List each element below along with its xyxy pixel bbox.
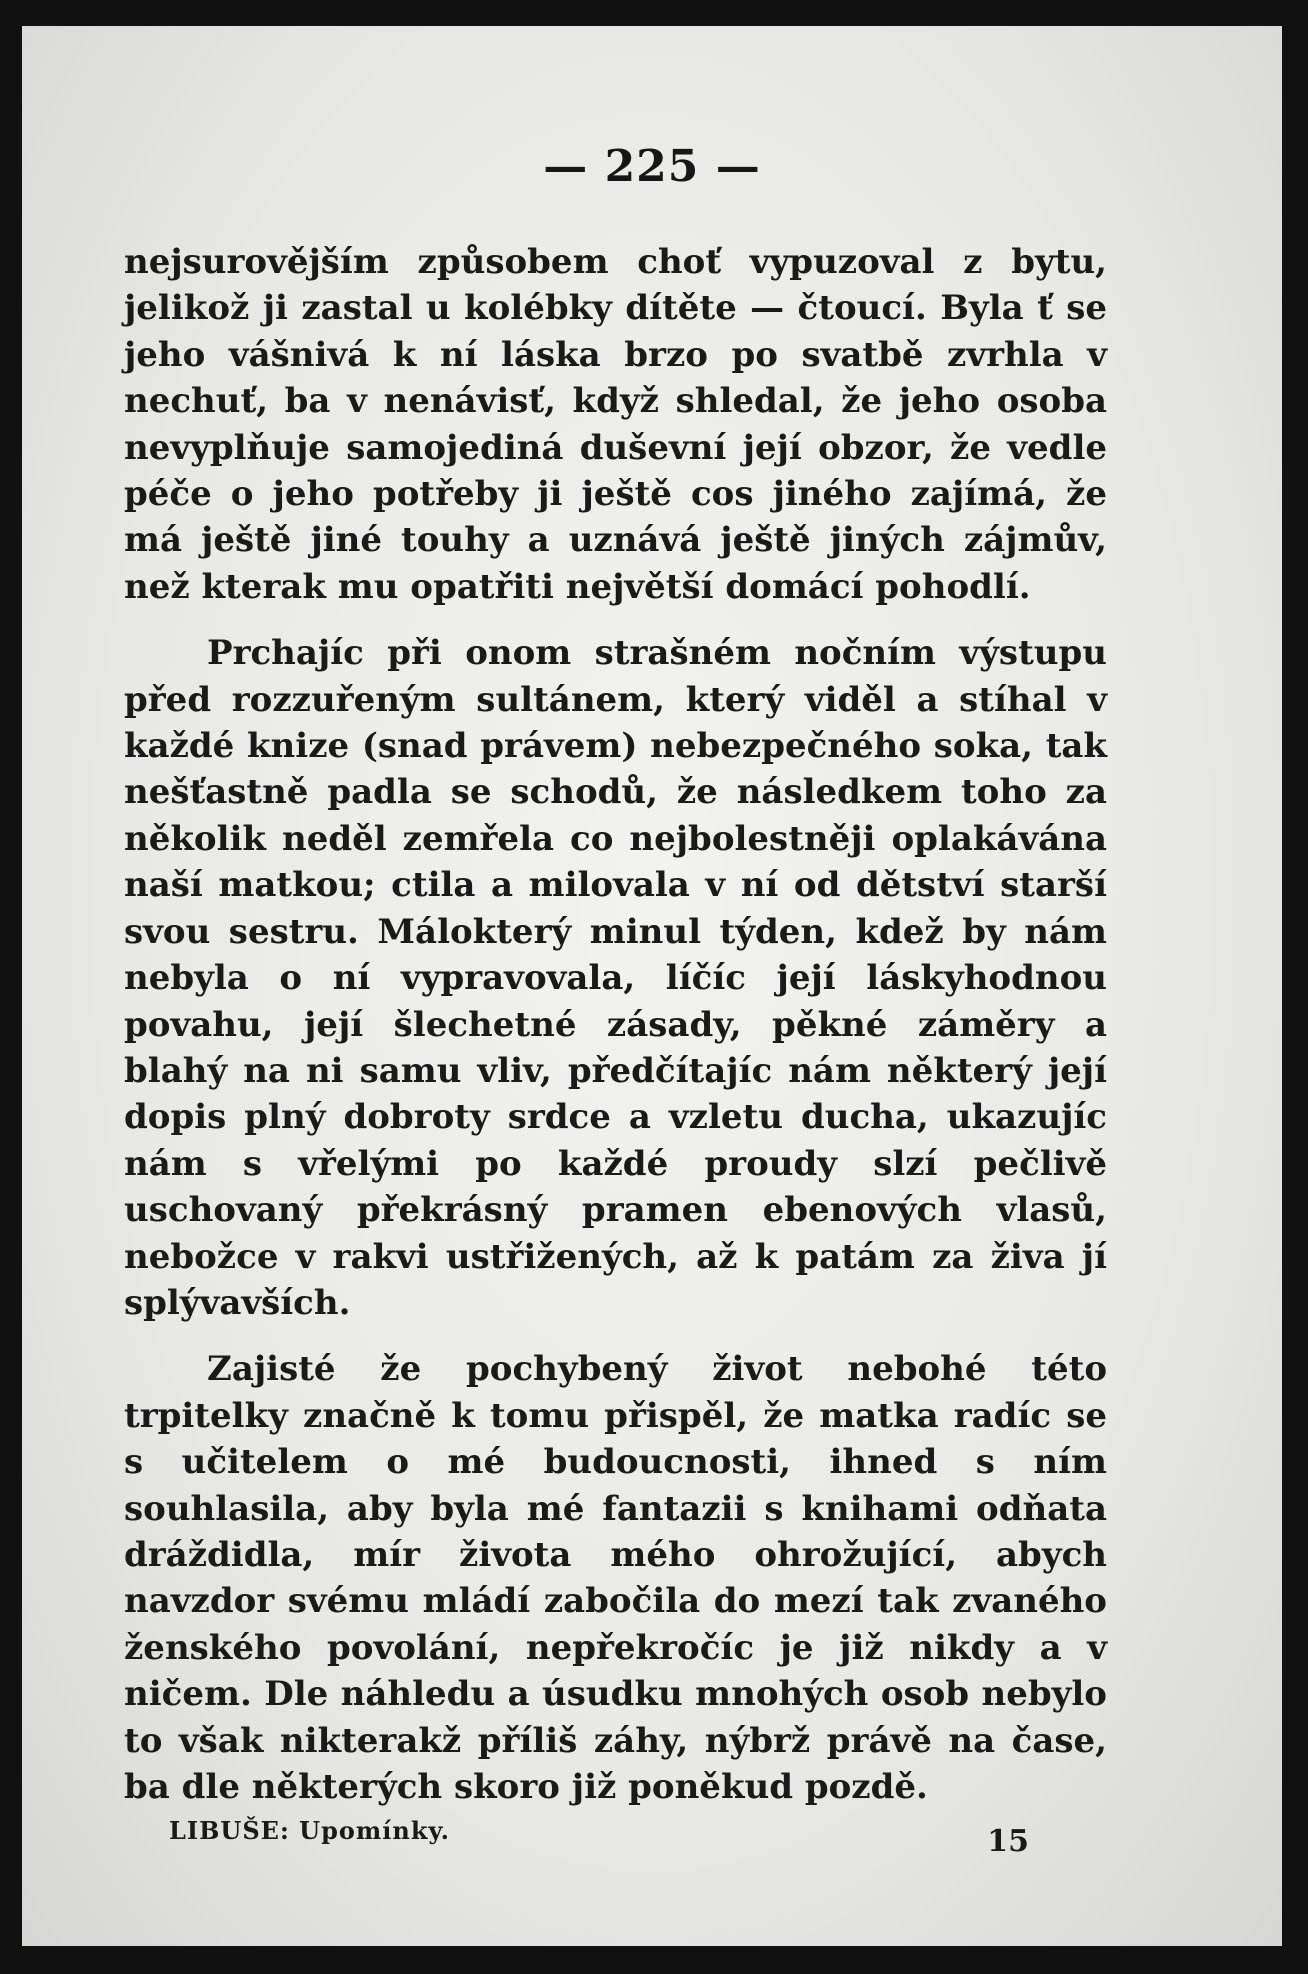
page-number: — 225 — — [543, 141, 761, 192]
paragraph-2: Prchajíc při onom strašném nočním výstupu před rozzuřeným sultánem, který viděl a stíhal v každé knize (snad právem) nebezpečného soka, tak nešťastně padla se schodů, že následkem toho za několik neděl zemřela co nejbolestněji oplakávána naší matkou; ctila a milovala v ní od dětství starší svou sestru. Málokterý minul týden, kdež by nám nebyla o ní vypravovala, líčíc její láskyhodnou povahu, její šlechetné zásady, pěkné záměry a blahý na ni samu vliv, předčítajíc nám některý její dopis plný dobroty srdce a vzletu ducha, ukazujíc nám s vřelými po každé proudy slzí pečlivě uschovaný překrásný pramen ebenových vlasů, nebožce v rakvi ustřižených, až k patám za živa jí splývavších. — [124, 633, 1107, 1323]
paragraph-3: Zajisté že pochybený život nebohé této trpitelky značně k tomu přispěl, že matka radíc se s učitelem o mé budoucnosti, ihned s ním souhlasila, aby byla mé fantazii s knihami odňata dráždidla, mír života mého ohrožující, abych navzdor svému mládí zabočila do mezí tak zvaného ženského povolání, nepřekročíc je již nikdy a v ničem. Dle náhledu a úsudku mnohých osob nebylo to však nikterakž příliš záhy, nýbrž právě na čase, ba dle některých skoro již poněkud pozdě. — [124, 1349, 1107, 1807]
body-text — [124, 239, 1107, 1810]
printer-signature: LIBUŠE: Upomínky. — [169, 1816, 451, 1845]
sheet-mark: 15 — [987, 1824, 1029, 1859]
paragraph-1: nejsurovějším způsobem choť vypuzoval z bytu, jelikož ji zastal u kolébky dítěte — čtoucí. Byla ť se jeho vášnivá k ní láska brzo po svatbě zvrhla v nechuť, ba v nenávisť, když shledal, že jeho osoba nevyplňuje samojediná duševní její obzor, že vedle péče o jeho potřeby ji ještě cos jiného zajímá, že má ještě jiné touhy a uznává ještě jiných zájmův, než kterak mu opatřiti největší domácí pohodlí. — [124, 242, 1107, 607]
book-page — [22, 26, 1282, 1946]
